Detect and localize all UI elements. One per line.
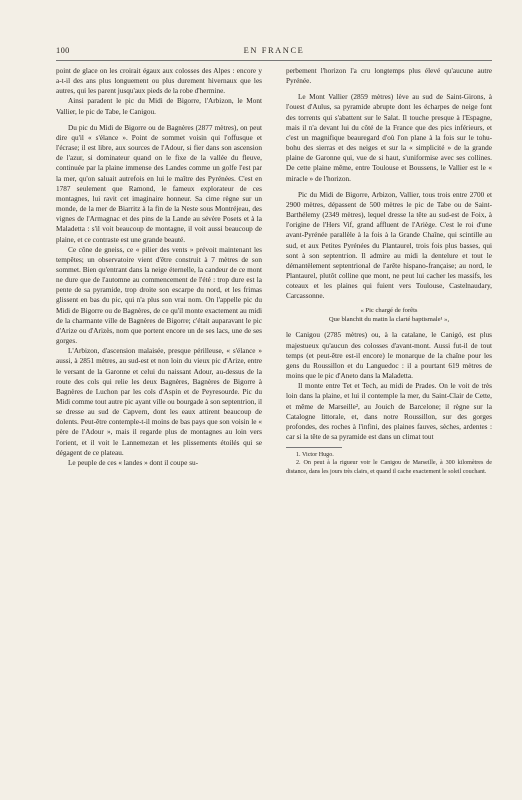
footnote: 2. On peut à la rigueur voir le Canigou de Marseille, à 300 kilomètres de distance, dans les jours très clairs, et quand il cache exactement le soleil couchant.	[286, 460, 492, 475]
paragraph: le Canigou (2785 mètres) ou, à la catalane, le Canigó, est plus majestueux qu'aucun des colosses d'avant-mont. Aussi fut-il de tout temps (et peut-être est-il encore) le monarque de la chaîne pour les gens du Roussillon et du Languedoc : il a pourtant 619 mètres de moins que le pic d'Aneto dans la Maladetta.	[286, 331, 492, 381]
paragraph: Ce cône de gneiss, ce « pilier des vents » prévoit maintenant les tempêtes; un observatoire vient d'être construit à 7 mètres de son sommet. Bien qu'entrant dans la neige éternelle, la candeur de ce mont ne dure que de l'automne au commencement de l'été : trop dure est la pente de sa pyramide, trop droite son escarpe du nord, et les frimas glissent en bas du pic, qui n'a plus son vrai nom. On l'appelle pic du Midi de Bigorre ou de Bagnères, de ce qu'il monte exactement au midi de la charmante ville de Bagnères de Bigorre; c'était auparavant le pic d'Arize ou d'Arizès, nom que portent encore un de ses lacs, une de ses gorges.	[56, 245, 262, 346]
quote-line: « Pic chargé de forêts	[360, 307, 418, 315]
footnote: 1. Victor Hugo.	[296, 452, 334, 459]
paragraph: Il monte entre Tet et Tech, au midi de Prades. On le voit de très loin dans la plaine, et lui il contemple la mer, du Saint-Clair de Cette, et même de Marseille², au Jouich de Barcelone; il règne sur la Catalogne littorale, et, dans notre Roussillon, sur des gorges profondes, des roches à l'infini, des plaines fauves, sèches, ardentes : car si la tête de sa pyramide est dans un climat tout	[286, 382, 492, 441]
paragraph: Du pic du Midi de Bigorre ou de Bagnères (2877 mètres), on peut dire qu'il « s'élance ». Point de sommet voisin qui l'offusque et l'écrase; il est libre, aux sources de l'Adour, si fier dans son ascension de l'azur, si dominateur quand on le fixe de la vallée du fleuve, continuée par la plaine immense des Landes comme un golfe l'est par la mer, qu'on saluait autrefois en lui le maître des Pyrénées. C'est en 1787 seulement que Ramond, le fameux explorateur de ces montagnes, lui ravit cet imaginaire honneur. Sa cime règne sur un monde, de la mer de Biarritz à la fin de la Neste sous Montréjeau, des vignes de l'Armagnac et des pins de la Lande au sévère Posets et à la Maladetta : s'il voit beaucoup de montagne, il voit aussi beaucoup de plaine, et ce contraste est une grande beauté.	[56, 123, 262, 244]
page-number: 100	[56, 46, 70, 55]
footnote-rule	[286, 447, 342, 448]
paragraph: Le peuple de ces « landes » dont il coupe su-	[68, 458, 199, 467]
paragraph: L'Arbizon, d'ascension malaisée, presque périlleuse, « s'élance » aussi, à 2851 mètres, au sud-est et non loin du vieux pic d'Arize, entre le versant de la Garonne et celui du naissant Adour, au-dessus de la route des cols qui relie les deux Bagnères, Bagnères de Bigorre à Bagnères de Luchon par les cols d'Aspin et de Peyresourde. Pic du Midi comme tout autre pic ayant ville ou bourgade à son septentrion, il se dresse au sud de Capvern, dont les eaux attirent beaucoup de dolents. Peut-être contemple-t-il moins de bas pays que son voisin le « père de l'Adour », mais il regarde plus de montagnes au loin vers l'orient, et il voit le Lannemezan et les plissements étoilés qui se dégagent de ce plateau.	[56, 347, 262, 457]
left-column	[56, 66, 262, 468]
quote-line: Que blanchit du matin la clarté baptismale¹ »,	[328, 316, 450, 324]
paragraph: Pic du Midi de Bigorre, Arbizon, Vallier, tous trois entre 2700 et 2900 mètres, dépassent de 500 mètres le pic de Tabe ou de Saint-Barthélemy (2349 mètres), lequel dresse la tête au sud-est de Foix, à l'origine de l'Hers Vif, grand affluent de l'Ariège. C'est le roi d'une avant-Pyrénée parallèle à la fois à la Grande Chaîne, qui scintille au sud, et aux Petites Pyrénées du Plantaurel, trois fois plus basses, qui sont à son septentrion. Il admire au midi la dentelure et tout le démantèlement septentrional de l'arête hispano-française; au nord, le Plantaurel, plutôt colline que mont, ne peut lui cacher les massifs, les coteaux et les plaines qui fuient vers Toulouse, Castelnaudary, Carcassonne.	[286, 190, 492, 301]
running-title: EN FRANCE	[243, 46, 305, 55]
paragraph: Le Mont Vallier (2859 mètres) lève au sud de Saint-Girons, à l'ouest d'Aulus, sa pyramide abrupte dont les écharpes de neige font des torrents qui s'abattent sur le Salat. Il touche presque à l'Espagne, mais il n'a devant lui du côté de la France que des pics inférieurs, et c'est un magnifique beauregard d'où l'on plane à la fois sur le tohu-bohu des sierras et des neiges et sur la « simplicité » de la grande plaine de Garonne qui, vue de si haut, s'uniformise avec ses collines. De cette plaine même, entre Toulouse et Boussens, le Vallier est le « miracle » de l'horizon.	[286, 93, 492, 183]
paragraph: Ainsi paradent le pic du Midi de Bigorre, l'Arbizon, le Mont Vallier, le pic de Tabe, le Canigou.	[56, 97, 262, 116]
verse-quote	[286, 306, 492, 324]
header-rule	[56, 60, 492, 61]
paragraph: point de glace on les croirait égaux aux colosses des Alpes : encore y a-t-il des ans plus longuement ou plus durement hivernaux que les autres, qui les parent jusqu'aux pieds de la robe d'hermine.	[56, 67, 262, 96]
page-header	[56, 46, 492, 58]
paragraph: perbement l'horizon l'a cru longtemps plus élevé qu'aucune autre Pyrénée.	[286, 67, 492, 86]
right-column	[286, 66, 492, 476]
